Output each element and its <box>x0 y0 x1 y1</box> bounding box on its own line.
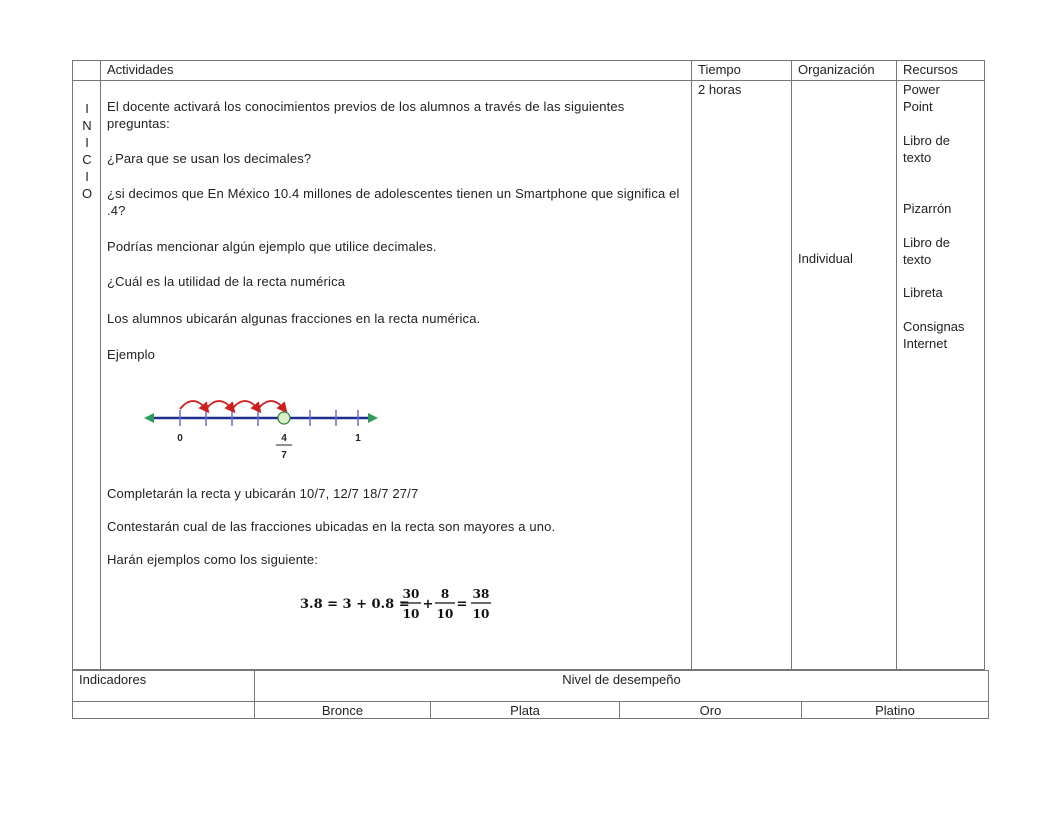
fraction-3-denominator: 10 <box>472 607 490 621</box>
point-marker <box>278 412 290 424</box>
activity-question-3: Podrías mencionar algún ejemplo que utilice decimales. <box>107 239 437 254</box>
activity-example-label: Ejemplo <box>107 347 156 362</box>
phase-letter: I <box>85 135 89 150</box>
header-actividades: Actividades <box>107 62 174 77</box>
equation-equals: = <box>456 597 468 612</box>
fraction-denominator: 7 <box>281 450 287 461</box>
activity-examples: Harán ejemplos como los siguiente: <box>107 552 319 567</box>
header-row-divider <box>72 80 985 81</box>
fraction-equation <box>300 582 500 626</box>
fraction-1-denominator: 10 <box>402 607 420 621</box>
footer-nivel-desempeno: Nivel de desempeño <box>562 672 681 687</box>
activity-compare: Contestarán cual de las fracciones ubicadas en la recta son mayores a uno. <box>107 519 556 534</box>
column-divider-organizacion <box>791 60 792 670</box>
hop-arrow <box>180 401 206 409</box>
hop-arrow <box>258 401 284 409</box>
column-divider-recursos <box>896 60 897 670</box>
footer-border-right <box>988 670 989 719</box>
phase-letter: O <box>81 186 93 201</box>
table-border-left <box>72 60 73 670</box>
fraction-2-denominator: 10 <box>436 607 454 621</box>
label-zero: 0 <box>177 433 183 444</box>
hop-arrow <box>232 401 258 409</box>
fraction-2-numerator: 8 <box>440 587 450 601</box>
level-platino: Platino <box>875 703 915 718</box>
resource-item: Libro de texto <box>903 235 950 267</box>
number-line-figure <box>140 385 390 465</box>
fraction-1-numerator: 30 <box>402 587 420 601</box>
right-arrow-icon <box>368 413 378 423</box>
resource-item: Libreta <box>903 285 943 300</box>
resource-item: Pizarrón <box>903 201 952 216</box>
phase-letter: N <box>82 118 92 133</box>
phase-letter: I <box>85 169 89 184</box>
equation-lhs: 3.8 = 3 + 0.8 = <box>300 597 410 612</box>
phase-label-inicio <box>80 100 94 202</box>
header-tiempo: Tiempo <box>698 62 741 77</box>
table-border-right <box>984 60 985 670</box>
fraction-numerator: 4 <box>281 433 287 444</box>
activity-intro: El docente activará los conocimientos previos de los alumnos a través de las siguientes preguntas: <box>107 99 625 131</box>
resource-item: Consignas Internet <box>903 319 965 351</box>
header-organizacion: Organización <box>798 62 875 77</box>
activity-question-1: ¿Para que se usan los decimales? <box>107 151 312 166</box>
level-plata: Plata <box>510 703 540 718</box>
resource-item: Power Point <box>903 82 940 114</box>
header-recursos: Recursos <box>903 62 958 77</box>
footer-indicadores: Indicadores <box>79 672 147 687</box>
footer-border-left <box>72 670 73 719</box>
activity-instruction: Los alumnos ubicarán algunas fracciones en la recta numérica. <box>107 311 481 326</box>
resource-item: Libro de texto <box>903 133 950 165</box>
column-divider-tiempo <box>691 60 692 670</box>
left-arrow-icon <box>144 413 154 423</box>
activity-question-2: ¿si decimos que En México 10.4 millones de adolescentes tienen un Smartphone que significa el .4? <box>107 186 680 218</box>
phase-letter: C <box>82 152 92 167</box>
phase-letter: I <box>85 101 89 116</box>
hop-arrow <box>206 401 232 409</box>
label-one: 1 <box>355 433 361 444</box>
activity-question-4: ¿Cuál es la utilidad de la recta numérica <box>107 274 346 289</box>
level-oro: Oro <box>699 703 722 718</box>
fraction-3-numerator: 38 <box>472 587 490 601</box>
tiempo-value: 2 horas <box>698 82 742 97</box>
organizacion-value: Individual <box>798 251 853 266</box>
equation-plus: + <box>422 597 434 612</box>
level-bronce: Bronce <box>321 703 364 718</box>
activity-complete-line: Completarán la recta y ubicarán 10/7, 12/7 18/7 27/7 <box>107 486 419 501</box>
column-divider-phase <box>100 60 101 670</box>
